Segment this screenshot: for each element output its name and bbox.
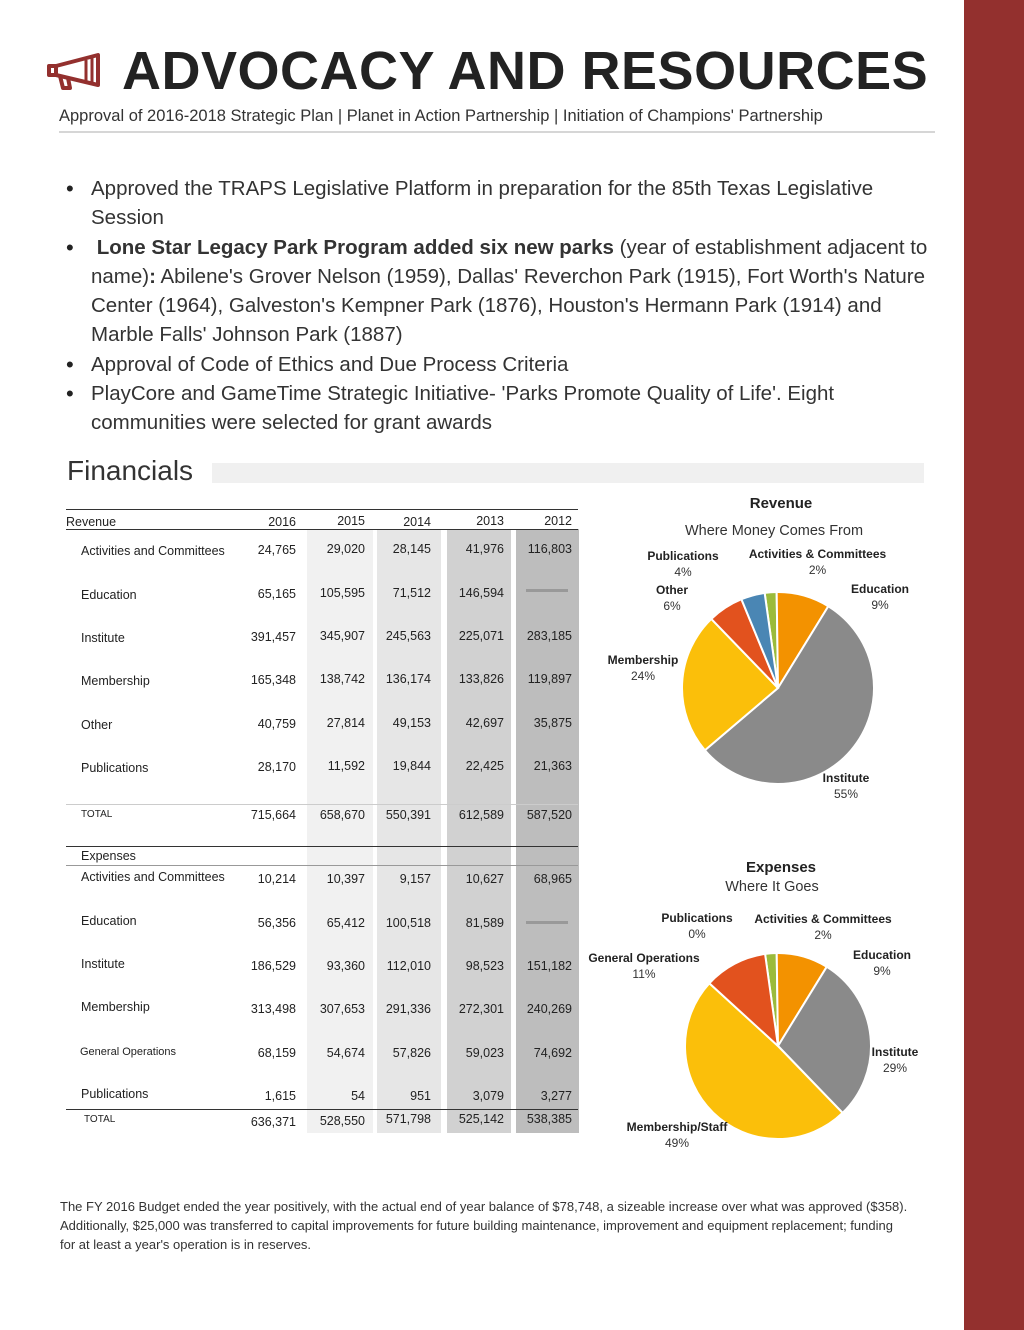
table-cell: 146,594 [458, 586, 504, 600]
table-cell: 165,348 [250, 673, 296, 687]
table-cell: 100,518 [385, 916, 431, 930]
expenses-pie-chart [683, 951, 875, 1143]
table-cell: 345,907 [319, 629, 365, 643]
table-rule [66, 865, 578, 866]
column-shade-2012 [516, 529, 579, 1133]
revenue-header: Revenue [66, 515, 117, 529]
total-label: TOTAL [81, 809, 113, 820]
bold-text: Lone Star Legacy Park Program added six new parks [96, 235, 614, 259]
row-label: General Operations [80, 1046, 176, 1058]
table-cell: 65,165 [257, 587, 296, 601]
table-cell: 57,826 [392, 1046, 431, 1060]
table-cell: 24,765 [257, 543, 296, 557]
table-cell: 42,697 [465, 716, 504, 730]
table-cell: 3,277 [540, 1089, 572, 1103]
table-cell: 27,814 [326, 716, 365, 730]
right-accent-bar [964, 0, 1024, 1330]
row-label: Activities and Committees [81, 870, 225, 884]
table-cell: 41,976 [465, 542, 504, 556]
row-label: Education [81, 588, 137, 602]
list-item: • Approved the TRAPS Legislative Platform in preparation for the 85th Texas Legislative Session [66, 174, 936, 233]
table-cell: 138,742 [319, 672, 365, 686]
table-cell: 29,020 [326, 542, 365, 556]
table-cell: 105,595 [319, 586, 365, 600]
total-cell: 715,664 [250, 808, 296, 822]
table-cell: 119,897 [527, 672, 572, 686]
table-cell: 98,523 [465, 959, 504, 973]
pie-label: Education 9% [850, 582, 909, 612]
total-cell: 636,371 [250, 1115, 296, 1129]
table-rule [66, 509, 578, 510]
table-cell: 22,425 [465, 759, 504, 773]
table-cell: 59,023 [465, 1046, 504, 1060]
page-title: ADVOCACY AND RESOURCES [122, 41, 929, 101]
total-cell: 528,550 [319, 1114, 365, 1128]
table-cell: 9,157 [399, 872, 431, 886]
table-cell: 116,803 [527, 542, 572, 556]
total-cell: 587,520 [526, 808, 572, 822]
year-header: 2014 [403, 515, 431, 529]
table-cell: 245,563 [385, 629, 431, 643]
table-cell: 71,512 [392, 586, 431, 600]
total-cell: 571,798 [385, 1112, 431, 1126]
year-header: 2013 [476, 514, 504, 528]
column-shade-2013 [447, 529, 511, 1133]
table-cell: 54,674 [326, 1046, 365, 1060]
total-cell: 525,142 [458, 1112, 504, 1126]
table-rule [66, 804, 578, 805]
total-cell: 612,589 [458, 808, 504, 822]
revenue-pie-chart [680, 590, 880, 790]
table-cell: 35,875 [533, 716, 572, 730]
expenses-header: Expenses [81, 849, 136, 863]
megaphone-icon [46, 51, 104, 91]
table-cell: 186,529 [250, 959, 296, 973]
table-cell: 3,079 [472, 1089, 504, 1103]
table-rule [66, 529, 578, 530]
pie-label: Publications 0% [661, 911, 733, 941]
page-subtitle: Approval of 2016-2018 Strategic Plan | Planet in Action Partnership | Initiation of Champions' Partnership [59, 107, 823, 125]
row-label: Publications [81, 1087, 149, 1101]
table-cell: 225,071 [458, 629, 504, 643]
total-label: TOTAL [84, 1114, 116, 1125]
section-title: Financials [67, 455, 194, 486]
empty-cell-dash [526, 589, 568, 592]
pie-label: Institute 29% [871, 1045, 919, 1075]
row-label: Institute [81, 631, 125, 645]
pie-label: Activities & Committees 2% [748, 547, 887, 577]
table-cell: 240,269 [526, 1002, 572, 1016]
table-cell: 136,174 [385, 672, 431, 686]
table-cell: 74,692 [533, 1046, 572, 1060]
column-shade-2014 [377, 529, 441, 1133]
table-cell: 10,397 [326, 872, 365, 886]
empty-cell-dash [526, 921, 568, 924]
total-cell: 550,391 [385, 808, 431, 822]
revenue-chart-subtitle: Where Money Comes From [684, 523, 864, 539]
budget-summary: The FY 2016 Budget ended the year positively, with the actual end of year balance of $78,748, a sizeable increase over what was approved ($358). Additionally, $25,000 was transferred to capital improvements for future building maintenance, improvement and equipment replacement; funding for at least a year's operation is in reserves. [60, 1199, 908, 1252]
table-cell: 951 [410, 1089, 431, 1103]
table-cell: 81,589 [465, 916, 504, 930]
table-cell: 54 [351, 1089, 365, 1103]
row-label: Activities and Committees [81, 544, 225, 558]
pie-label: Other 6% [655, 583, 688, 613]
pie-label: Publications 4% [647, 549, 719, 579]
total-cell: 658,670 [319, 808, 365, 822]
pie-label: Membership 24% [607, 653, 679, 683]
table-cell: 291,336 [385, 1002, 431, 1016]
table-rule [66, 846, 578, 847]
pie-label: Education 9% [852, 948, 911, 978]
table-cell: 93,360 [326, 959, 365, 973]
table-rule [66, 1109, 578, 1110]
table-cell: 65,412 [326, 916, 365, 930]
table-cell: 313,498 [250, 1002, 296, 1016]
row-label: Membership [81, 1000, 150, 1014]
header [46, 38, 928, 104]
list-item: • Approval of Code of Ethics and Due Process Criteria [66, 350, 936, 379]
total-cell: 538,385 [526, 1112, 572, 1126]
table-cell: 112,010 [386, 959, 431, 973]
table-cell: 28,170 [257, 760, 296, 774]
pie-label: Activities & Committees 2% [754, 912, 892, 942]
table-cell: 133,826 [458, 672, 504, 686]
highlights-list [66, 174, 936, 438]
table-cell: 283,185 [526, 629, 572, 643]
table-cell: 1,615 [264, 1089, 296, 1103]
row-label: Membership [81, 674, 150, 688]
list-item: • PlayCore and GameTime Strategic Initiative- 'Parks Promote Quality of Life'. Eight communities were selected for grant awards [66, 379, 936, 438]
list-item: • Lone Star Legacy Park Program added six new parks (year of establishment adjacent to name): Abilene's Grover Nelson (1959), Dallas' Reverchon Park (1915), Fort Worth's Nature Center (1964), Galveston's Kempner Park (1876), Houston's Hermann Park (1914) and Marble Falls' Johnson Park (1887) [66, 233, 936, 350]
table-cell: 19,844 [392, 759, 431, 773]
expenses-chart-title: Expenses [745, 859, 817, 876]
table-cell: 40,759 [257, 717, 296, 731]
table-cell: 68,965 [533, 872, 572, 886]
table-cell: 56,356 [257, 916, 296, 930]
divider [59, 131, 935, 133]
table-cell: 68,159 [257, 1046, 296, 1060]
section-title-bar [212, 463, 924, 483]
row-label: Institute [81, 957, 125, 971]
table-cell: 11,592 [327, 759, 365, 773]
pie-label: General Operations 11% [588, 951, 700, 981]
year-header: 2016 [268, 515, 296, 529]
pie-label: Institute 55% [822, 771, 870, 801]
table-cell: 151,182 [526, 959, 572, 973]
table-cell: 391,457 [250, 630, 296, 644]
table-cell: 272,301 [458, 1002, 504, 1016]
table-cell: 10,214 [257, 872, 296, 886]
year-header: 2015 [337, 514, 365, 528]
table-cell: 10,627 [465, 872, 504, 886]
row-label: Other [81, 718, 113, 732]
revenue-chart-title: Revenue [749, 495, 813, 512]
table-cell: 21,363 [533, 759, 572, 773]
row-label: Publications [81, 761, 149, 775]
column-shade-2015 [307, 529, 373, 1133]
table-cell: 307,653 [319, 1002, 365, 1016]
year-header: 2012 [544, 514, 572, 528]
pie-label: Membership/Staff 49% [626, 1120, 728, 1150]
table-cell: 28,145 [392, 542, 431, 556]
row-label: Education [81, 914, 137, 928]
table-cell: 49,153 [392, 716, 431, 730]
expenses-chart-subtitle: Where It Goes [725, 879, 819, 895]
